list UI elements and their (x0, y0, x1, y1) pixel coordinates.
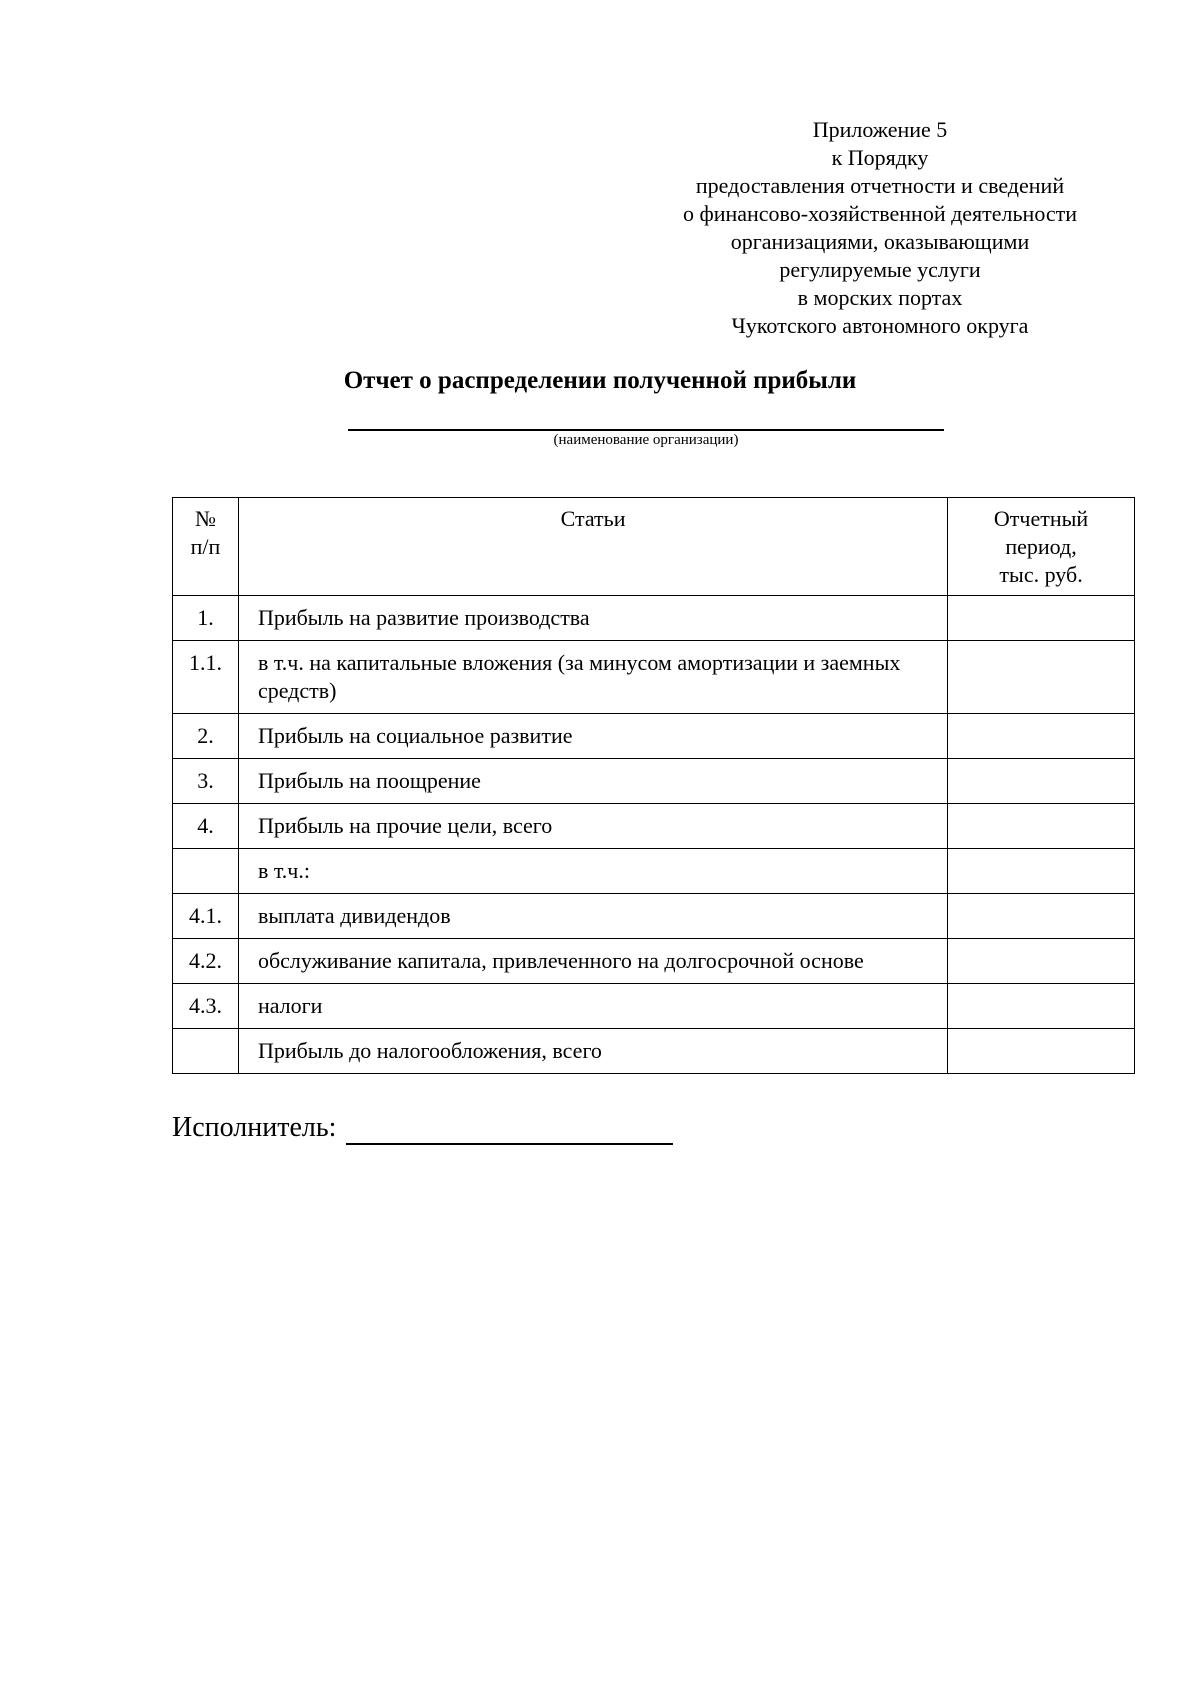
table-row (173, 939, 1135, 984)
appendix-line: Приложение 5 (812, 117, 948, 142)
row-value-cell[interactable] (948, 714, 1135, 759)
appendix-line: регулируемые услуги (779, 257, 981, 282)
row-number: 4.1. (173, 894, 239, 939)
header-period (948, 498, 1135, 596)
row-item: Прибыль до налогообложения, всего (238, 1029, 947, 1074)
header-number (173, 498, 239, 596)
row-number: 4. (173, 804, 239, 849)
table-row (173, 804, 1135, 849)
row-number: 1. (173, 596, 239, 641)
table-row (173, 1029, 1135, 1074)
row-value-cell[interactable] (948, 804, 1135, 849)
row-value-cell[interactable] (948, 939, 1135, 984)
row-number: 1.1. (173, 641, 239, 714)
row-value-cell[interactable] (948, 984, 1135, 1029)
row-number: 4.2. (173, 939, 239, 984)
row-value-cell[interactable] (948, 849, 1135, 894)
row-number (173, 849, 239, 894)
table-row (173, 849, 1135, 894)
appendix-line: о финансово-хозяйственной деятельности (682, 201, 1078, 226)
header-number-line: № (194, 506, 216, 531)
table-row (173, 714, 1135, 759)
header-item: Статьи (238, 498, 947, 596)
header-period-line: Отчетный (993, 506, 1089, 531)
row-item: Прибыль на прочие цели, всего (238, 804, 947, 849)
table-row (173, 894, 1135, 939)
row-value-cell[interactable] (948, 641, 1135, 714)
row-item: Прибыль на социальное развитие (238, 714, 947, 759)
row-value-cell[interactable] (948, 596, 1135, 641)
appendix-block (650, 116, 1110, 340)
row-item: обслуживание капитала, привлеченного на долгосрочной основе (238, 939, 947, 984)
header-period-line: тыс. руб. (999, 562, 1083, 587)
profit-distribution-table (172, 497, 1135, 1074)
row-number: 4.3. (173, 984, 239, 1029)
table-header-row (173, 498, 1135, 596)
appendix-line: организациями, оказывающими (730, 229, 1030, 254)
appendix-line: предоставления отчетности и сведений (695, 173, 1065, 198)
header-period-line: период, (1005, 534, 1077, 559)
executor-signature-line (346, 1143, 673, 1145)
row-number (173, 1029, 239, 1074)
document-title: Отчет о распределении полученной прибыли (343, 367, 857, 394)
row-item: Прибыль на поощрение (238, 759, 947, 804)
appendix-line: Чукотского автономного округа (731, 313, 1029, 338)
row-value-cell[interactable] (948, 1029, 1135, 1074)
organization-caption: (наименование организации) (553, 432, 739, 448)
table-row (173, 641, 1135, 714)
appendix-line: в морских портах (797, 285, 963, 310)
row-item: в т.ч.: (238, 849, 947, 894)
appendix-line: к Порядку (831, 145, 929, 170)
table-row (173, 596, 1135, 641)
row-value-cell[interactable] (948, 894, 1135, 939)
header-number-line: п/п (190, 534, 221, 559)
row-value-cell[interactable] (948, 759, 1135, 804)
row-item: выплата дивидендов (238, 894, 947, 939)
row-item: Прибыль на развитие производства (238, 596, 947, 641)
row-number: 2. (173, 714, 239, 759)
table-row (173, 759, 1135, 804)
row-item: в т.ч. на капитальные вложения (за минусом амортизации и заемных средств) (238, 641, 947, 714)
executor-label: Исполнитель: (172, 1112, 337, 1143)
table-row (173, 984, 1135, 1029)
row-item: налоги (238, 984, 947, 1029)
row-number: 3. (173, 759, 239, 804)
